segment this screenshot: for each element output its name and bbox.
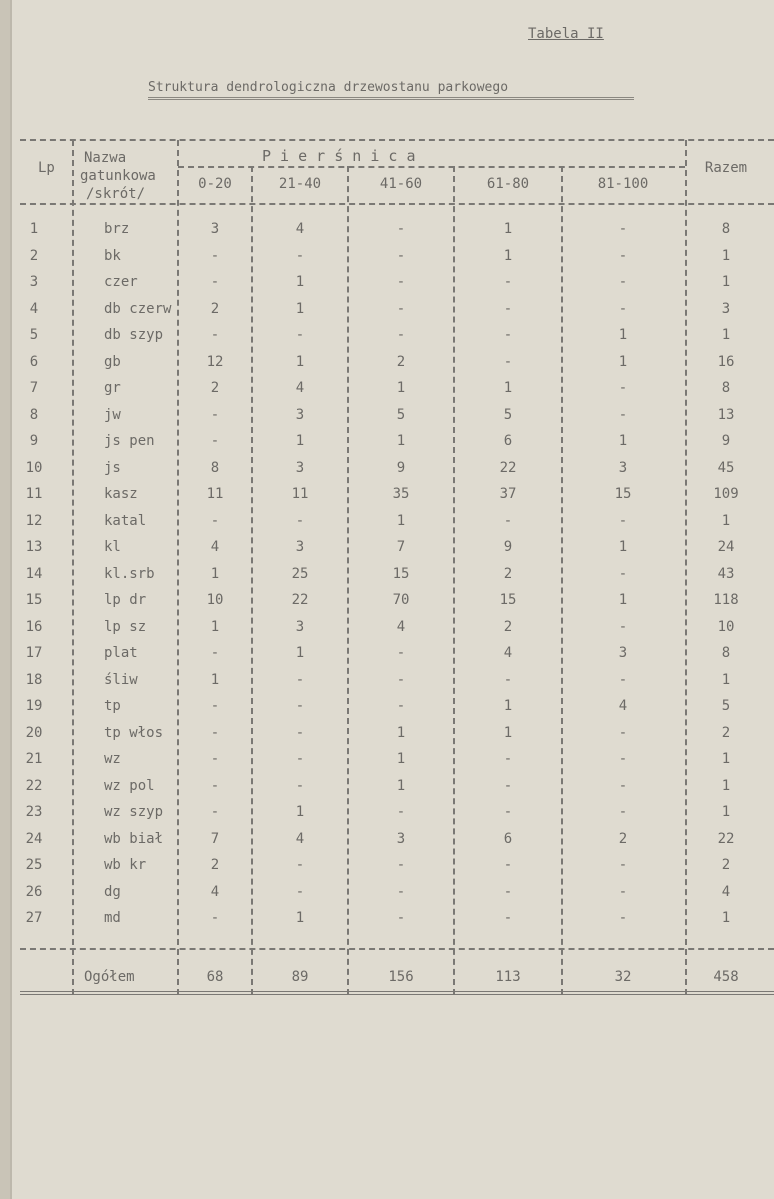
- row-count-41-60: 2: [396, 353, 406, 370]
- header-name-line3: /skrót/: [86, 186, 146, 202]
- row-total: 1: [721, 512, 731, 529]
- row-count-61-80: 2: [503, 565, 513, 582]
- row-count-61-80: 22: [499, 459, 517, 476]
- row-species-name: śliw: [104, 671, 138, 688]
- row-count-81-100: 15: [614, 486, 632, 502]
- row-count-41-60: -: [396, 247, 406, 264]
- row-species-name: gr: [104, 380, 121, 396]
- row-count-0-20: -: [210, 406, 220, 423]
- header-name-line2: gatunkowa: [80, 168, 156, 184]
- row-count-61-80: 1: [503, 380, 513, 396]
- row-lp: 15: [25, 592, 43, 608]
- row-count-21-40: 1: [295, 353, 305, 370]
- row-count-21-40: 25: [291, 565, 309, 582]
- row-species-name: tp włos: [104, 724, 164, 741]
- row-total: 109: [713, 486, 739, 502]
- row-total: 24: [717, 539, 735, 555]
- summary-range-61-80: 113: [495, 969, 521, 985]
- row-count-61-80: 9: [503, 539, 513, 555]
- row-count-0-20: 8: [210, 459, 220, 476]
- summary-range-0-20: 68: [206, 969, 224, 985]
- row-count-21-40: -: [295, 751, 305, 767]
- row-species-name: wz: [104, 751, 121, 767]
- table-top-rule: [20, 139, 774, 141]
- row-total: 1: [721, 910, 731, 926]
- row-species-name: kl.srb: [104, 565, 155, 582]
- row-lp: 4: [29, 300, 39, 317]
- row-species-name: js: [104, 459, 121, 476]
- row-count-81-100: -: [618, 857, 628, 873]
- row-count-41-60: -: [396, 221, 406, 237]
- row-count-0-20: 1: [210, 671, 220, 688]
- row-count-61-80: 15: [499, 592, 517, 608]
- row-count-0-20: 11: [206, 486, 224, 502]
- row-count-41-60: 9: [396, 459, 406, 476]
- row-count-41-60: -: [396, 300, 406, 317]
- row-count-0-20: -: [210, 724, 220, 741]
- row-count-41-60: 15: [392, 565, 410, 582]
- row-total: 4: [721, 883, 731, 900]
- row-species-name: wb kr: [104, 857, 147, 873]
- col-divider-4: [561, 166, 563, 995]
- row-count-0-20: 7: [210, 830, 220, 847]
- row-count-81-100: 3: [618, 459, 628, 476]
- row-total: 45: [717, 459, 735, 476]
- row-count-41-60: 1: [396, 380, 406, 396]
- row-lp: 22: [25, 777, 43, 794]
- row-total: 13: [717, 406, 735, 423]
- row-count-41-60: 7: [396, 539, 406, 555]
- col-divider-1: [251, 166, 253, 995]
- header-range-21-40: 21-40: [278, 176, 322, 192]
- row-count-61-80: 6: [503, 433, 513, 449]
- row-count-21-40: 1: [295, 645, 305, 661]
- row-lp: 1: [29, 221, 39, 237]
- row-count-61-80: -: [503, 300, 513, 317]
- col-divider-3: [453, 166, 455, 995]
- row-count-81-100: -: [618, 671, 628, 688]
- header-bottom-rule: [20, 203, 774, 205]
- row-count-0-20: -: [210, 777, 220, 794]
- row-species-name: wb biał: [104, 830, 164, 847]
- row-count-0-20: 2: [210, 380, 220, 396]
- row-species-name: katal: [104, 512, 147, 529]
- row-count-21-40: -: [295, 698, 305, 714]
- title-underline: [148, 97, 634, 100]
- row-count-41-60: -: [396, 804, 406, 820]
- group-header-rule: [178, 166, 685, 168]
- row-count-0-20: -: [210, 645, 220, 661]
- row-lp: 9: [29, 433, 39, 449]
- row-count-0-20: 12: [206, 353, 224, 370]
- row-count-81-100: -: [618, 751, 628, 767]
- row-count-41-60: -: [396, 327, 406, 343]
- row-count-61-80: 1: [503, 221, 513, 237]
- row-lp: 8: [29, 406, 39, 423]
- row-count-0-20: -: [210, 512, 220, 529]
- row-count-41-60: -: [396, 910, 406, 926]
- row-total: 2: [721, 857, 731, 873]
- row-lp: 5: [29, 327, 39, 343]
- row-count-81-100: -: [618, 380, 628, 396]
- row-total: 1: [721, 671, 731, 688]
- row-count-0-20: 10: [206, 592, 224, 608]
- row-species-name: brz: [104, 221, 130, 237]
- row-count-21-40: -: [295, 857, 305, 873]
- body-bottom-rule: [20, 948, 774, 950]
- row-total: 43: [717, 565, 735, 582]
- row-species-name: lp dr: [104, 592, 147, 608]
- table-number: Tabela II: [528, 26, 604, 42]
- row-count-21-40: -: [295, 327, 305, 343]
- row-species-name: czer: [104, 274, 138, 290]
- row-count-61-80: 1: [503, 247, 513, 264]
- header-range-81-100: 81-100: [597, 176, 649, 192]
- summary-total: 458: [713, 969, 739, 985]
- row-total: 8: [721, 380, 731, 396]
- row-count-61-80: 37: [499, 486, 517, 502]
- summary-range-21-40: 89: [291, 969, 309, 985]
- header-lp: Lp: [38, 160, 55, 176]
- row-count-61-80: 1: [503, 724, 513, 741]
- row-count-21-40: -: [295, 671, 305, 688]
- row-count-81-100: -: [618, 274, 628, 290]
- row-count-81-100: -: [618, 406, 628, 423]
- row-total: 1: [721, 247, 731, 264]
- summary-label: Ogółem: [84, 969, 135, 985]
- row-lp: 20: [25, 724, 43, 741]
- summary-range-41-60: 156: [388, 969, 414, 985]
- row-count-0-20: -: [210, 804, 220, 820]
- row-count-81-100: -: [618, 804, 628, 820]
- row-count-0-20: -: [210, 751, 220, 767]
- row-count-61-80: -: [503, 274, 513, 290]
- row-count-0-20: -: [210, 274, 220, 290]
- row-count-81-100: -: [618, 221, 628, 237]
- row-count-81-100: 2: [618, 830, 628, 847]
- row-count-41-60: -: [396, 698, 406, 714]
- row-count-21-40: 1: [295, 274, 305, 290]
- row-count-41-60: 1: [396, 512, 406, 529]
- row-species-name: plat: [104, 645, 138, 661]
- row-count-21-40: -: [295, 512, 305, 529]
- row-count-21-40: 1: [295, 300, 305, 317]
- row-lp: 23: [25, 804, 43, 820]
- row-total: 1: [721, 777, 731, 794]
- row-count-21-40: -: [295, 247, 305, 264]
- row-count-0-20: -: [210, 698, 220, 714]
- row-count-21-40: 1: [295, 910, 305, 926]
- row-count-41-60: -: [396, 883, 406, 900]
- header-range-41-60: 41-60: [379, 176, 423, 192]
- row-lp: 7: [29, 380, 39, 396]
- row-count-61-80: -: [503, 910, 513, 926]
- row-count-61-80: -: [503, 353, 513, 370]
- row-count-81-100: -: [618, 883, 628, 900]
- row-count-61-80: -: [503, 883, 513, 900]
- row-count-41-60: -: [396, 857, 406, 873]
- row-count-0-20: -: [210, 433, 220, 449]
- row-count-21-40: 22: [291, 592, 309, 608]
- row-species-name: kasz: [104, 486, 138, 502]
- header-name-line1: Nazwa: [84, 150, 127, 166]
- row-total: 16: [717, 353, 735, 370]
- row-count-0-20: -: [210, 327, 220, 343]
- row-count-81-100: 4: [618, 698, 628, 714]
- row-count-61-80: -: [503, 857, 513, 873]
- row-count-41-60: -: [396, 274, 406, 290]
- row-count-0-20: -: [210, 910, 220, 926]
- row-count-61-80: 2: [503, 618, 513, 635]
- row-count-81-100: -: [618, 777, 628, 794]
- row-count-0-20: 4: [210, 539, 220, 555]
- row-count-61-80: -: [503, 751, 513, 767]
- row-species-name: gb: [104, 353, 121, 370]
- summary-range-81-100: 32: [614, 969, 632, 985]
- row-species-name: kl: [104, 539, 121, 555]
- row-total: 2: [721, 724, 731, 741]
- row-total: 22: [717, 830, 735, 847]
- row-total: 1: [721, 804, 731, 820]
- row-total: 1: [721, 751, 731, 767]
- row-count-81-100: -: [618, 565, 628, 582]
- row-total: 5: [721, 698, 731, 714]
- row-species-name: lp sz: [104, 618, 147, 635]
- row-count-21-40: 11: [291, 486, 309, 502]
- row-count-81-100: 1: [618, 592, 628, 608]
- row-count-0-20: 3: [210, 221, 220, 237]
- row-count-21-40: 3: [295, 539, 305, 555]
- row-count-61-80: 5: [503, 406, 513, 423]
- row-count-21-40: 3: [295, 406, 305, 423]
- row-species-name: bk: [104, 247, 121, 264]
- row-lp: 21: [25, 751, 43, 767]
- row-count-81-100: 1: [618, 433, 628, 449]
- row-count-21-40: 4: [295, 221, 305, 237]
- row-count-41-60: 1: [396, 724, 406, 741]
- row-count-61-80: -: [503, 327, 513, 343]
- row-count-81-100: 3: [618, 645, 628, 661]
- row-total: 10: [717, 618, 735, 635]
- header-range-61-80: 61-80: [486, 176, 530, 192]
- row-count-61-80: -: [503, 512, 513, 529]
- row-species-name: wz pol: [104, 777, 155, 794]
- row-count-81-100: -: [618, 910, 628, 926]
- row-lp: 6: [29, 353, 39, 370]
- row-count-0-20: -: [210, 247, 220, 264]
- row-count-21-40: -: [295, 777, 305, 794]
- row-lp: 17: [25, 645, 43, 661]
- row-count-41-60: -: [396, 645, 406, 661]
- row-species-name: md: [104, 910, 121, 926]
- row-count-21-40: -: [295, 883, 305, 900]
- row-count-81-100: -: [618, 300, 628, 317]
- row-count-61-80: -: [503, 671, 513, 688]
- row-species-name: db szyp: [104, 327, 164, 343]
- row-count-41-60: 70: [392, 592, 410, 608]
- row-count-81-100: -: [618, 247, 628, 264]
- row-total: 3: [721, 300, 731, 317]
- row-lp: 11: [25, 486, 43, 502]
- row-count-81-100: -: [618, 724, 628, 741]
- row-count-81-100: 1: [618, 353, 628, 370]
- row-count-0-20: 1: [210, 565, 220, 582]
- page-binding-edge: [0, 0, 10, 1199]
- row-species-name: js pen: [104, 433, 155, 449]
- row-count-21-40: -: [295, 724, 305, 741]
- row-lp: 10: [25, 459, 43, 476]
- row-lp: 18: [25, 671, 43, 688]
- row-count-0-20: 4: [210, 883, 220, 900]
- row-species-name: tp: [104, 698, 121, 714]
- row-total: 8: [721, 645, 731, 661]
- row-count-0-20: 2: [210, 857, 220, 873]
- row-species-name: dg: [104, 883, 121, 900]
- row-lp: 13: [25, 539, 43, 555]
- row-species-name: db czerw: [104, 300, 172, 317]
- row-lp: 24: [25, 830, 43, 847]
- row-species-name: wz szyp: [104, 804, 164, 820]
- row-count-41-60: 3: [396, 830, 406, 847]
- row-count-21-40: 1: [295, 433, 305, 449]
- row-count-21-40: 3: [295, 618, 305, 635]
- row-lp: 2: [29, 247, 39, 264]
- col-divider-lp: [72, 140, 74, 995]
- row-count-81-100: 1: [618, 327, 628, 343]
- col-divider-5: [685, 140, 687, 995]
- row-count-41-60: -: [396, 671, 406, 688]
- header-range-0-20: 0-20: [198, 176, 232, 192]
- row-total: 8: [721, 221, 731, 237]
- header-total: Razem: [704, 160, 748, 176]
- row-lp: 3: [29, 274, 39, 290]
- row-count-21-40: 4: [295, 380, 305, 396]
- row-count-41-60: 1: [396, 433, 406, 449]
- row-count-21-40: 4: [295, 830, 305, 847]
- row-count-41-60: 5: [396, 406, 406, 423]
- row-lp: 19: [25, 698, 43, 714]
- row-total: 1: [721, 327, 731, 343]
- table-bottom-rule: [20, 991, 774, 995]
- row-lp: 12: [25, 512, 43, 529]
- row-count-21-40: 3: [295, 459, 305, 476]
- row-count-81-100: -: [618, 512, 628, 529]
- row-lp: 27: [25, 910, 43, 926]
- row-count-81-100: -: [618, 618, 628, 635]
- row-total: 1: [721, 274, 731, 290]
- row-total: 9: [721, 433, 731, 449]
- row-count-0-20: 2: [210, 300, 220, 317]
- row-lp: 16: [25, 618, 43, 635]
- row-count-61-80: 4: [503, 645, 513, 661]
- row-count-41-60: 1: [396, 751, 406, 767]
- row-count-61-80: -: [503, 804, 513, 820]
- row-count-81-100: 1: [618, 539, 628, 555]
- row-total: 118: [713, 592, 739, 608]
- row-lp: 25: [25, 857, 43, 873]
- row-lp: 26: [25, 883, 43, 900]
- row-lp: 14: [25, 565, 43, 582]
- row-species-name: jw: [104, 406, 121, 423]
- row-count-41-60: 4: [396, 618, 406, 635]
- row-count-61-80: 6: [503, 830, 513, 847]
- row-count-61-80: -: [503, 777, 513, 794]
- header-group-piersnica: P i e r ś n i c a: [262, 147, 416, 165]
- row-count-41-60: 1: [396, 777, 406, 794]
- col-divider-2: [347, 166, 349, 995]
- table-title: Struktura dendrologiczna drzewostanu parkowego: [148, 80, 509, 95]
- row-count-0-20: 1: [210, 618, 220, 635]
- row-count-61-80: 1: [503, 698, 513, 714]
- row-count-41-60: 35: [392, 486, 410, 502]
- row-count-21-40: 1: [295, 804, 305, 820]
